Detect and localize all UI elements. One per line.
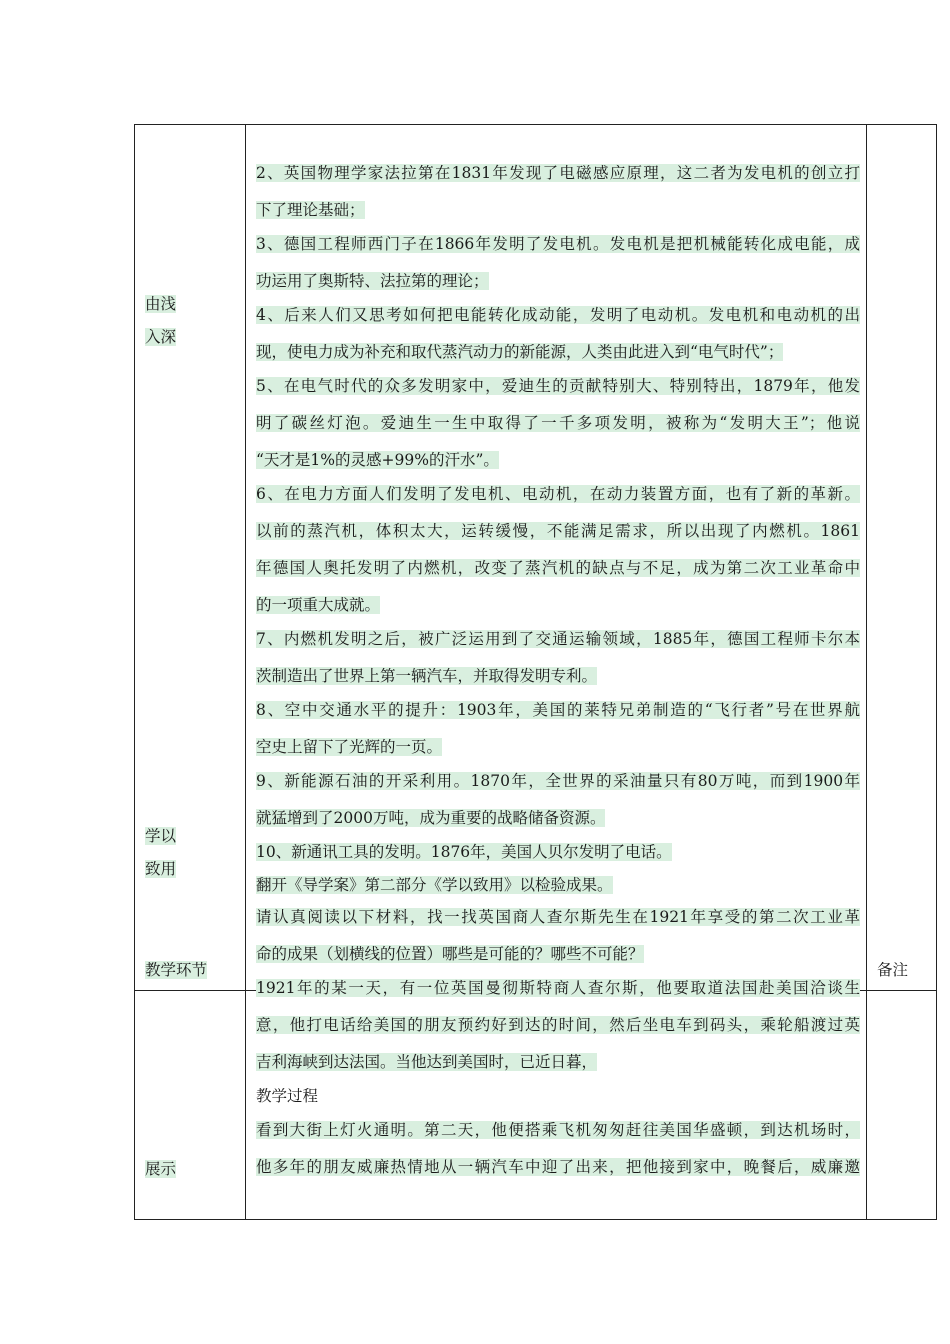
- stage-label-2b: 致用: [145, 860, 177, 878]
- content-line: 茨制造出了世界上第一辆汽车，并取得发明专利。: [256, 667, 598, 685]
- content-line: 翻开《导学案》第二部分《学以致用》以检验成果。: [256, 876, 613, 894]
- content-line: 年德国人奥托发明了内燃机，改变了蒸汽机的缺点与不足，成为第二次工业革命中: [256, 559, 860, 577]
- content-line: 下了理论基础；: [256, 201, 365, 219]
- header-remarks: 备注: [877, 961, 909, 979]
- content-line: 5、在电气时代的众多发明家中，爱迪生的贡献特别大、特别特出，1879年，他发: [256, 377, 860, 395]
- content-line: 9、新能源石油的开采利用。1870年，全世界的采油量只有80万吨，而到1900年: [256, 772, 860, 790]
- content-line: 1921年的某一天，有一位英国曼彻斯特商人查尔斯，他要取道法国赴美国洽谈生: [256, 979, 860, 997]
- stage-label-2a: 学以: [145, 827, 177, 845]
- content-line: 明了碳丝灯泡。爱迪生一生中取得了一千多项发明，被称为“发明大王”；他说: [256, 414, 860, 432]
- stage-label-1b: 入深: [145, 328, 177, 346]
- content-line: 的一项重大成就。: [256, 596, 381, 614]
- content-line: 功运用了奥斯特、法拉第的理论；: [256, 272, 489, 290]
- stage-label-1a: 由浅: [145, 295, 177, 313]
- column-divider-left: [245, 124, 246, 1220]
- section-label-teaching-process: 教学过程: [256, 1087, 319, 1105]
- content-line: 他多年的朋友威廉热情地从一辆汽车中迎了出来，把他接到家中，晚餐后，威廉邀: [256, 1158, 860, 1176]
- stage-label-3: 展示: [145, 1160, 177, 1178]
- content-line: 意，他打电话给美国的朋友预约好到达的时间，然后坐电车到码头，乘轮船渡过英: [256, 1016, 860, 1034]
- content-line: 就猛增到了2000万吨，成为重要的战略储备资源。: [256, 809, 606, 827]
- content-line: 2、英国物理学家法拉第在1831年发现了电磁感应原理，这二者为发电机的创立打: [256, 164, 860, 182]
- content-line: 现，使电力成为补充和取代蒸汽动力的新能源，人类由此进入到“电气时代”；: [256, 343, 784, 361]
- content-line: 6、在电力方面人们发明了发电机、电动机，在动力装置方面，也有了新的革新。: [256, 485, 860, 503]
- content-line: 以前的蒸汽机，体积太大，运转缓慢，不能满足需求，所以出现了内燃机。1861: [256, 522, 860, 540]
- content-line: 请认真阅读以下材料，找一找英国商人查尔斯先生在1921年享受的第二次工业革: [256, 908, 860, 926]
- content-line: 空史上留下了光辉的一页。: [256, 738, 443, 756]
- content-line: “天才是1%的灵感+99%的汗水”。: [256, 451, 499, 469]
- content-line: 看到大街上灯火通明。第二天，他便搭乘飞机匆匆赶往美国华盛顿，到达机场时，: [256, 1121, 860, 1139]
- content-line: 4、后来人们又思考如何把电能转化成动能，发明了电动机。发电机和电动机的出: [256, 306, 860, 324]
- content-line: 7、内燃机发明之后，被广泛运用到了交通运输领域，1885年，德国工程师卡尔本: [256, 630, 860, 648]
- content-line: 10、新通讯工具的发明。1876年，美国人贝尔发明了电话。: [256, 843, 672, 861]
- content-line: 吉利海峡到达法国。当他达到美国时，已近日暮，: [256, 1053, 598, 1071]
- content-line: 3、德国工程师西门子在1866年发明了发电机。发电机是把机械能转化成电能，成: [256, 235, 860, 253]
- content-line: 命的成果（划横线的位置）哪些是可能的？哪些不可能？: [256, 945, 644, 963]
- header-teaching-stage: 教学环节: [145, 961, 208, 979]
- column-divider-right: [866, 124, 867, 1220]
- content-line: 8、空中交通水平的提升：1903年，美国的莱特兄弟制造的“飞行者”号在世界航: [256, 701, 860, 719]
